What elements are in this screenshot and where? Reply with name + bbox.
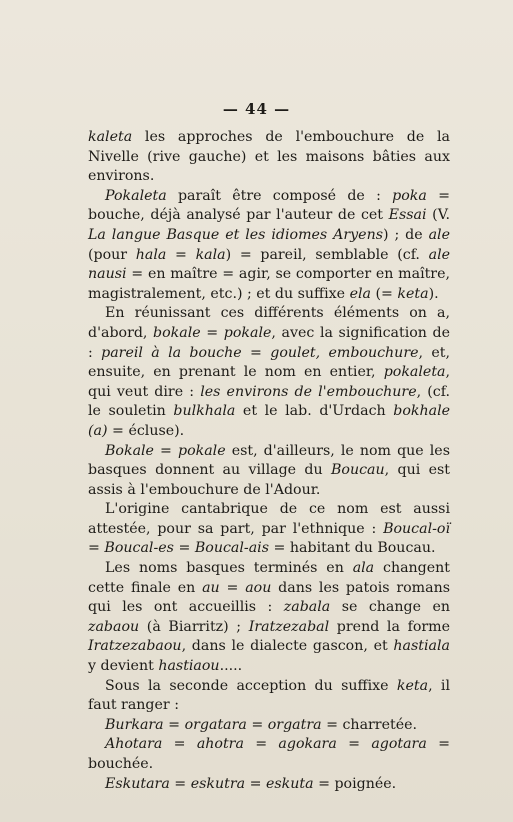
italic-term: ale: [428, 226, 450, 243]
text-run: changent cette finale en: [88, 560, 450, 596]
italic-term: Pokaleta: [105, 187, 167, 204]
italic-term: zabaou: [88, 618, 140, 635]
italic-term: pokale: [223, 324, 272, 341]
italic-term: ale nausi: [88, 246, 451, 283]
text-run: = poignée.: [313, 775, 397, 792]
italic-term: La langue Basque et les idiomes Aryens: [88, 226, 383, 243]
text-run: = bouche, déjà analysé par l'auteur de cet: [88, 187, 450, 224]
text-run: , avec la signification de :: [88, 324, 450, 361]
paragraph-6: [88, 559, 450, 677]
text-run: ) = pareil, semblable (cf.: [225, 246, 429, 263]
text-run: = habitant du Boucau.: [268, 540, 436, 557]
italic-term: Boucal-oï: [383, 520, 450, 537]
italic-term: poka: [392, 187, 427, 204]
italic-term: orgatra: [267, 716, 322, 733]
text-run: =: [200, 324, 224, 341]
italic-term: bokale: [153, 324, 201, 341]
page-number: — 44 —: [222, 100, 291, 118]
italic-term: hastiaou: [158, 658, 220, 675]
text-run: =: [162, 736, 197, 753]
italic-term: ala: [352, 560, 375, 577]
italic-term: Boucau: [331, 462, 385, 479]
text-run: =: [241, 344, 271, 361]
text-run: , dans le dialecte gascon, et: [181, 638, 394, 655]
text-run: = bouchée.: [88, 736, 450, 772]
text-run: Les noms basques terminés en: [105, 560, 353, 577]
italic-term: kala: [195, 246, 226, 263]
italic-term: orgatara: [184, 716, 247, 733]
italic-term: bokhale (a): [88, 403, 450, 439]
paragraph-4: [88, 442, 450, 501]
italic-term: keta: [396, 677, 429, 694]
italic-term: Eskutara: [105, 775, 170, 792]
italic-term: agokara: [278, 736, 337, 753]
text-run: et le lab. d'Urdach: [235, 403, 394, 420]
paragraph-10: [88, 775, 450, 795]
text-run: .....: [219, 658, 243, 675]
italic-term: Boucal-es: [104, 540, 174, 557]
text-run: , et, ensuite, en prenant le nom en entier,: [88, 344, 450, 381]
text-run: =: [163, 716, 185, 733]
text-run: = charretée.: [321, 716, 417, 733]
italic-term: bulkhala: [173, 403, 236, 420]
text-run: paraît être composé de :: [166, 187, 393, 204]
paragraph-7: [88, 677, 450, 716]
text-run: =: [246, 716, 268, 733]
italic-term: pareil à la bouche: [101, 344, 242, 361]
italic-term: ela: [349, 285, 371, 302]
text-run: prend la forme: [329, 618, 450, 635]
italic-term: au: [202, 579, 220, 596]
italic-term: eskuta: [265, 775, 314, 792]
italic-term: les environs de l'embouchure: [200, 383, 417, 400]
italic-term: keta: [397, 285, 429, 302]
text-run: =: [88, 540, 105, 557]
paragraph-3: [88, 304, 450, 441]
italic-term: Burkara: [105, 716, 164, 733]
italic-term: hala: [135, 246, 167, 263]
text-run: (=: [370, 285, 398, 302]
italic-term: Boucal-ais: [194, 540, 269, 557]
text-run: , qui veut dire :: [88, 364, 450, 400]
text-run: ).: [428, 285, 439, 302]
text-run: dans les patois romans qui les ont accueillis :: [88, 579, 450, 616]
text-run: =: [169, 775, 191, 792]
italic-term: agotara: [371, 736, 427, 753]
text-run: les approches de l'embouchure de la Nivelle (rive gauche) et les maisons bâties aux environs.: [88, 129, 450, 185]
text-run: =: [166, 246, 196, 263]
italic-term: aou: [245, 579, 272, 596]
italic-term: goulet, embouchure: [270, 344, 419, 361]
text-run: =: [336, 736, 372, 753]
text-run: y devient: [88, 658, 159, 675]
text-run: est, d'ailleurs, le nom que les basques donnent au village du: [88, 442, 450, 479]
italic-term: hastiala: [393, 638, 450, 655]
italic-term: Ahotara: [105, 736, 163, 753]
text-run: se change en: [330, 599, 451, 616]
italic-term: Iratzezabaou: [88, 638, 182, 655]
text-run: (pour: [88, 246, 136, 263]
italic-term: Iratzezabal: [248, 618, 330, 635]
paragraph-8: [88, 716, 450, 736]
text-run: (V.: [426, 207, 450, 224]
body-text: [88, 128, 450, 794]
italic-term: pokale: [178, 442, 226, 459]
text-run: =: [219, 579, 246, 596]
text-run: , qui est assis à l'embouchure de l'Adour.: [88, 462, 451, 498]
text-run: =: [245, 775, 266, 792]
text-run: L'origine cantabrique de ce nom est aussi attestée, pour sa part, par l'ethnique :: [88, 501, 450, 537]
italic-term: ahotra: [196, 736, 244, 753]
italic-term: Essai: [388, 207, 427, 224]
paragraph-5: [88, 500, 450, 559]
italic-term: eskutra: [190, 775, 246, 792]
text-run: =: [173, 540, 195, 557]
italic-term: kaleta: [88, 129, 133, 145]
italic-term: Bokale: [105, 442, 154, 459]
paragraph-9: [88, 735, 450, 774]
text-run: =: [243, 736, 279, 753]
text-run: , il faut ranger :: [88, 677, 450, 714]
paragraph-2: [88, 187, 450, 305]
text-run: (à Biarritz) ;: [139, 618, 249, 635]
italic-term: pokaleta: [383, 364, 446, 381]
text-run: , (cf. le souletin: [88, 383, 451, 420]
text-run: Sous la seconde acception du suffixe: [105, 677, 397, 694]
text-run: =: [153, 442, 178, 459]
paragraph-1: [88, 128, 450, 187]
text-run: = en maître = agir, se comporter en maître, magistralement, etc.) ; et du suffixe: [88, 266, 450, 302]
text-run: = écluse).: [107, 422, 185, 439]
text-run: En réunissant ces différents éléments on a, d'abord,: [88, 305, 450, 341]
italic-term: zabala: [283, 599, 331, 616]
text-run: ) ; de: [383, 226, 429, 243]
